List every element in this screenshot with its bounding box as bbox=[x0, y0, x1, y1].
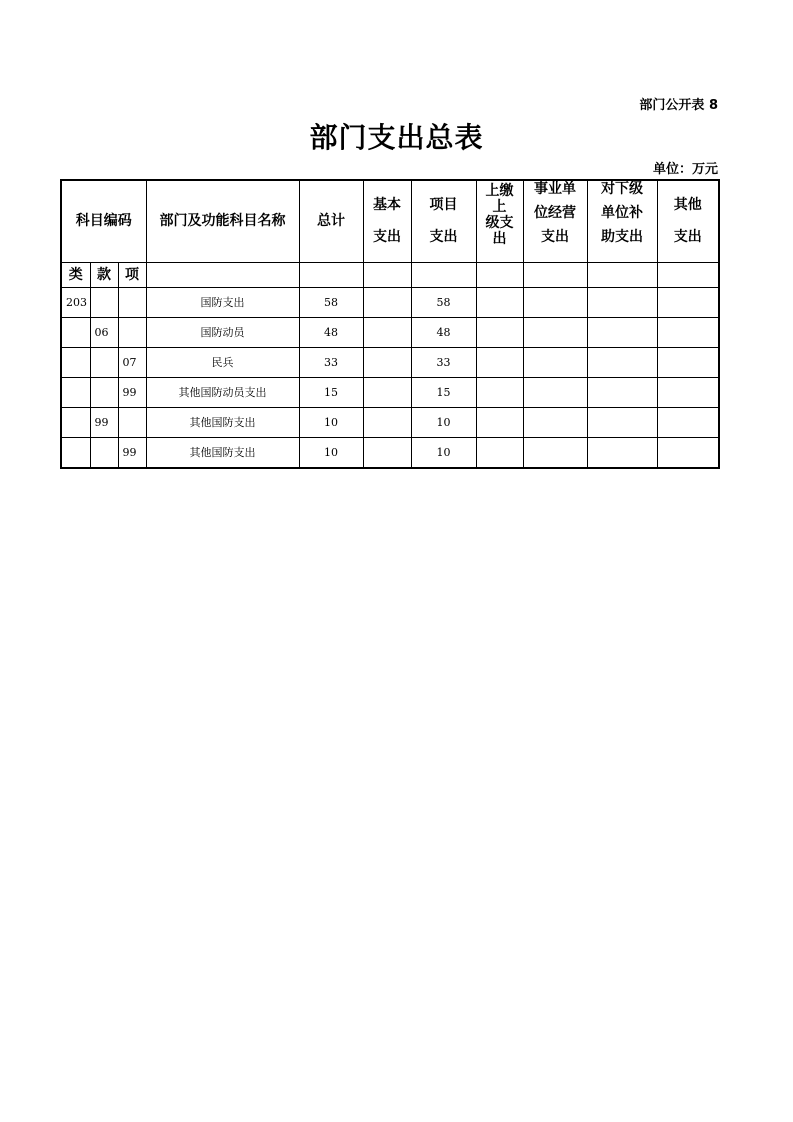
cell-name: 其他国防支出 bbox=[146, 407, 299, 437]
header-lei: 类 bbox=[61, 262, 90, 287]
cell-kuan bbox=[90, 287, 118, 317]
header-project: 项目 支出 bbox=[411, 180, 476, 262]
cell-name: 国防动员 bbox=[146, 317, 299, 347]
cell-business bbox=[523, 317, 587, 347]
cell-xiang bbox=[118, 317, 146, 347]
cell-upper bbox=[476, 377, 523, 407]
cell-upper bbox=[476, 347, 523, 377]
cell-total: 48 bbox=[299, 317, 363, 347]
header-other: 其他 支出 bbox=[657, 180, 719, 262]
header-xiang: 项 bbox=[118, 262, 146, 287]
cell-xiang: 99 bbox=[118, 377, 146, 407]
cell-upper bbox=[476, 407, 523, 437]
cell-total: 10 bbox=[299, 437, 363, 468]
unit-label: 单位：万元 bbox=[652, 162, 718, 177]
cell-lei bbox=[61, 317, 90, 347]
cell-project: 10 bbox=[411, 437, 476, 468]
cell-subsidy bbox=[587, 317, 657, 347]
table-row bbox=[61, 287, 719, 317]
cell-business bbox=[523, 347, 587, 377]
header-kuan: 款 bbox=[90, 262, 118, 287]
cell-upper bbox=[476, 287, 523, 317]
cell-kuan: 06 bbox=[90, 317, 118, 347]
page-title: 部门支出总表 bbox=[309, 121, 484, 154]
table-row bbox=[61, 347, 719, 377]
cell-other bbox=[657, 347, 719, 377]
header-basic: 基本 支出 bbox=[363, 180, 411, 262]
cell-kuan: 99 bbox=[90, 407, 118, 437]
cell-xiang bbox=[118, 407, 146, 437]
cell-other bbox=[657, 377, 719, 407]
table-row bbox=[61, 407, 719, 437]
header-business: 事业单 位经营 支出 bbox=[523, 180, 587, 262]
cell-project: 33 bbox=[411, 347, 476, 377]
cell-lei bbox=[61, 407, 90, 437]
table-row bbox=[61, 437, 719, 468]
header-code: 科目编码 bbox=[61, 180, 146, 262]
table-row bbox=[61, 377, 719, 407]
cell-subsidy bbox=[587, 347, 657, 377]
cell-upper bbox=[476, 317, 523, 347]
cell-project: 15 bbox=[411, 377, 476, 407]
cell-other bbox=[657, 287, 719, 317]
cell-xiang bbox=[118, 287, 146, 317]
cell-lei bbox=[61, 437, 90, 468]
cell-basic bbox=[363, 287, 411, 317]
cell-name: 国防支出 bbox=[146, 287, 299, 317]
cell-business bbox=[523, 287, 587, 317]
cell-project: 48 bbox=[411, 317, 476, 347]
cell-business bbox=[523, 437, 587, 468]
header-upper: 上缴 上 级支 出 bbox=[476, 180, 523, 262]
cell-subsidy bbox=[587, 437, 657, 468]
cell-project: 10 bbox=[411, 407, 476, 437]
header-total: 总计 bbox=[299, 180, 363, 262]
cell-other bbox=[657, 407, 719, 437]
cell-kuan bbox=[90, 437, 118, 468]
cell-basic bbox=[363, 317, 411, 347]
cell-project: 58 bbox=[411, 287, 476, 317]
cell-name: 其他国防支出 bbox=[146, 437, 299, 468]
cell-total: 15 bbox=[299, 377, 363, 407]
cell-name: 其他国防动员支出 bbox=[146, 377, 299, 407]
cell-lei bbox=[61, 377, 90, 407]
cell-basic bbox=[363, 437, 411, 468]
cell-business bbox=[523, 377, 587, 407]
form-number: 部门公开表 8 bbox=[639, 98, 718, 113]
cell-business bbox=[523, 407, 587, 437]
cell-total: 58 bbox=[299, 287, 363, 317]
cell-other bbox=[657, 437, 719, 468]
cell-basic bbox=[363, 377, 411, 407]
cell-xiang: 99 bbox=[118, 437, 146, 468]
cell-kuan bbox=[90, 347, 118, 377]
header-subsidy: 对下级 单位补 助支出 bbox=[587, 180, 657, 262]
cell-upper bbox=[476, 437, 523, 468]
cell-other bbox=[657, 317, 719, 347]
cell-kuan bbox=[90, 377, 118, 407]
expenditure-table bbox=[60, 179, 720, 469]
cell-lei bbox=[61, 347, 90, 377]
cell-subsidy bbox=[587, 407, 657, 437]
cell-subsidy bbox=[587, 377, 657, 407]
table-row bbox=[61, 317, 719, 347]
cell-xiang: 07 bbox=[118, 347, 146, 377]
header-name: 部门及功能科目名称 bbox=[146, 180, 299, 262]
cell-basic bbox=[363, 407, 411, 437]
cell-subsidy bbox=[587, 287, 657, 317]
cell-name: 民兵 bbox=[146, 347, 299, 377]
cell-basic bbox=[363, 347, 411, 377]
cell-total: 10 bbox=[299, 407, 363, 437]
cell-total: 33 bbox=[299, 347, 363, 377]
cell-lei: 203 bbox=[61, 287, 90, 317]
